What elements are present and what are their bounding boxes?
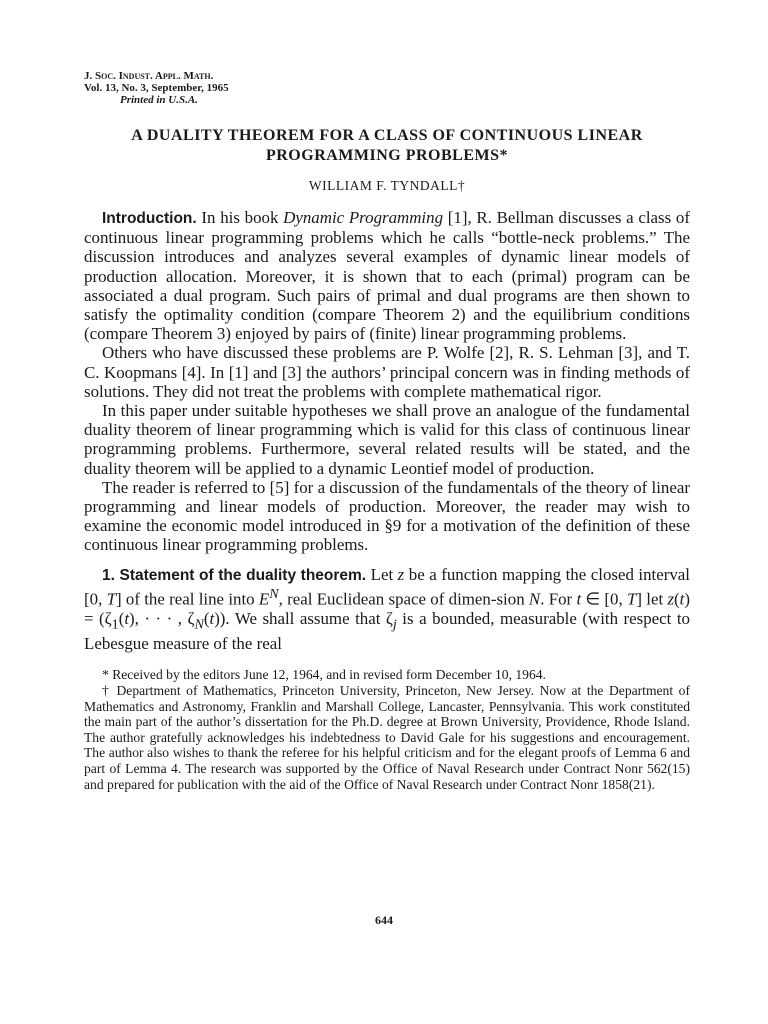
paper-title: [84, 126, 690, 166]
math-subscript: 1: [111, 616, 119, 633]
author-name: WILLIAM F. TYNDALL†: [308, 178, 466, 193]
math-symbol: z: [397, 564, 405, 584]
footnotes: [84, 667, 690, 792]
text: Let: [366, 564, 398, 584]
text: ] let: [636, 589, 668, 609]
text: . For: [540, 589, 577, 609]
text: ) = (ζ: [84, 589, 690, 628]
text: )). We shall assume that ζ: [214, 608, 393, 628]
math-symbol: N: [269, 585, 279, 602]
journal-name: J. Soc. Indust. Appl. Math.: [84, 70, 214, 82]
section-1-paragraph: [84, 565, 690, 654]
title-line-2: PROGRAMMING PROBLEMS*: [265, 147, 509, 164]
journal-volume: Vol. 13, No. 3, September, 1965: [84, 82, 229, 94]
math-symbol: T: [106, 589, 116, 609]
paper-body: [84, 208, 690, 653]
footnote-affiliation: † Department of Mathematics, Princeton University, Princeton, New Jersey. Now at the Department of Mathematics and Astronomy, Franklin and Marshall College, Lancaster, Pennsylvania. This work constituted the main part of the author’s dissertation for the Ph.D. degree at Brown University, Providence, Rhode Island. The author gratefully acknowledges his indebtedness to David Gale for his suggestions and encouragement. The author also wishes to thank the referee for his helpful criticism and for the elegant proofs of Lemma 6 and part of Lemma 4. The research was supported by the Office of Naval Research under Contract Nonr 562(15) and prepared for publication with the aid of the Office of Naval Research under Contract Nonr 1858(21).: [84, 683, 690, 792]
intro-paragraph-2: Others who have discussed these problems are P. Wolfe [2], R. S. Lehman [3], and T. C. Koopmans [4]. In [1] and [3] the authors’ principal concern was in finding methods of solutions. They did not treat the problems with complete mathematical rigor.: [84, 343, 690, 401]
math-symbol: t: [209, 608, 215, 628]
intro-paragraph-4: The reader is referred to [5] for a discussion of the fundamentals of the theory of linear programming and linear models of production. Moreover, the reader may wish to examine the economic model introduced in §9 for a motivation of the definition of these continuous linear programming problems.: [84, 477, 690, 555]
text: is a bounded, measurable (with respect to Lebesgue measure of the real: [84, 608, 690, 654]
footnote-received: * Received by the editors June 12, 1964, and in revised form December 10, 1964.: [102, 667, 546, 683]
book-title: Dynamic Programming: [283, 208, 444, 227]
journal-header: [84, 70, 690, 106]
title-line-1: A DUALITY THEOREM FOR A CLASS OF CONTINUOUS LINEAR: [131, 127, 643, 144]
math-symbol: N: [528, 589, 541, 609]
math-symbol: t: [679, 589, 685, 609]
text: ] of the real line into: [115, 589, 259, 609]
text: , real Euclidean space of dimen-sion: [278, 589, 529, 609]
text: ), · · · , ζ: [129, 608, 195, 628]
math-symbol: E: [258, 589, 270, 609]
journal-printed: Printed in U.S.A.: [120, 94, 198, 106]
intro-heading: Introduction.: [102, 210, 197, 227]
math-symbol: T: [627, 589, 637, 609]
intro-paragraph-3: In this paper under suitable hypotheses we shall prove an analogue of the fundamental duality theorem of linear programming which is valid for this class of continuous linear programming problems. Furthermore, several related results will be stated, and the duality theorem will be applied to a dynamic Leontief model of production.: [84, 401, 690, 478]
math-symbol: z: [667, 589, 675, 609]
text: (: [118, 608, 125, 628]
paper-page: [84, 70, 690, 792]
math-symbol: t: [124, 608, 130, 628]
text: (: [203, 608, 210, 628]
math-subscript: N: [194, 616, 204, 633]
intro-paragraph-1: [84, 208, 690, 343]
page-number: 644: [375, 913, 393, 927]
text: (: [674, 589, 680, 609]
intro-text: In his book: [196, 208, 284, 227]
text: be a function mapping the closed interval [0,: [84, 564, 691, 609]
intro-text: [1], R. Bellman discusses a class of continuous linear programming problems which he calls “bottle-neck problems.” The discussion introduces and analyzes several examples of dynamic linear models of production allocation. Moreover, it is shown that to each (primal) program can be associated a dual program. Such pairs of primal and dual programs are then shown to satisfy the optimality condition (compare Theorem 2) and the equilibrium conditions (compare Theorem 3) enjoyed by pairs of (finite) linear programming problems.: [84, 208, 690, 344]
section-1-heading: 1. Statement of the duality theorem.: [102, 566, 367, 584]
math-symbol: t: [576, 589, 582, 609]
text: ∈ [0,: [581, 589, 627, 609]
math-subscript: j: [392, 616, 397, 633]
